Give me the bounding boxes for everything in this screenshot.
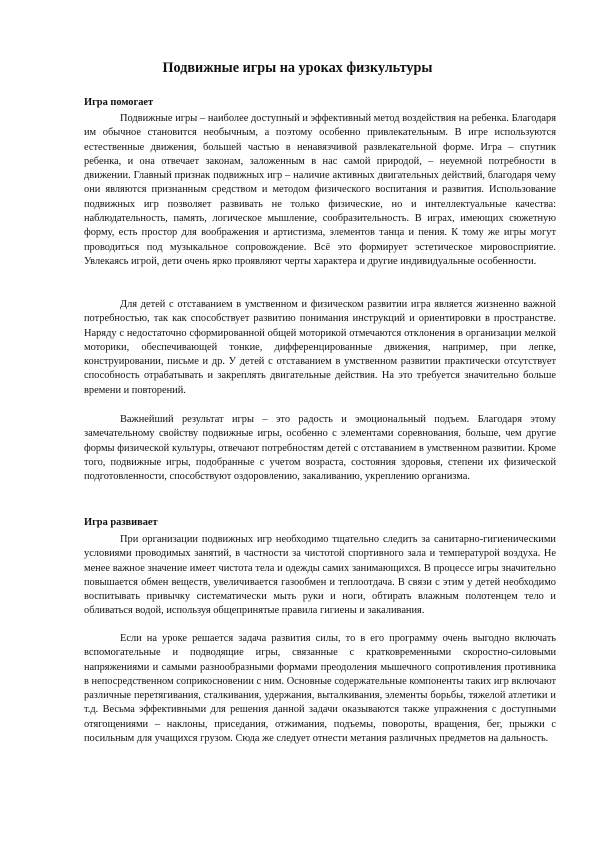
paragraph: При организации подвижных игр необходимо тщательно следить за санитарно-гигиеническими условиями проводимых занятий, в частности за чистотой спортивного зала и температурой воздуха. Не менее важное значение имеет чистота тела и одежды самих занимающихся. В процессе игры значительно повышается обмен веществ, увеличивается газообмен и теплоотдача. В связи с этим у детей необходимо воспитывать привычку систематически мыть руки и ноги, обтирать влажным полотенцем тело и обливаться водой, используя общепринятые правила гигиены и закаливания. [84,534,556,617]
section-heading: Игра развивает [84,517,158,528]
paragraph: Если на уроке решается задача развития силы, то в его программу очень выгодно включать вспомогательные и подводящие игры, связанные с кратковременными скоростно-силовыми напряжениями и самыми разнообразными формами преодоления мышечного сопротивления противника в непосредственном соприкосновении с ним. Основные содержательные компоненты таких игр включают различные перетягивания, сталкивания, удержания, выталкивания, элементы борьбы, тяжелой атлетики и т.д. Весьма эффективными для решения данной задачи оказываются также упражнения с доступными отягощениями – наклоны, приседания, отжимания, подъемы, повороты, вращения, бег, прыжки с посильным для учащихся грузом. Сюда же следует отнести метания различных предметов на дальность. [84,633,556,745]
paragraph: Для детей с отставанием в умственном и физическом развитии игра является жизненно важной потребностью, так как способствует развитию понимания инструкций и ориентировки в пространстве. Наряду с недостаточно сформированной общей моторикой отмечаются отклонения в организации мелкой моторики, обеспечивающей тонкие, дифференцированные движения, например, при лепке, конструировании, письме и др. У детей с отставанием в умственном развитии практически отсутствует способность отрабатывать и закреплять двигательные действия. На это требуется значительно больше времени и повторений. [84,299,556,396]
page-title: Подвижные игры на уроках физкультуры [162,60,433,76]
paragraph: Важнейший результат игры – это радость и эмоциональный подъем. Благодаря этому замечательному свойству подвижные игры, особенно с элементами соревнования, больше, чем другие формы физической культуры, отвечают потребностям детей с отставанием в умственном развитии. Кроме того, подвижные игры, подобранные с учетом возраста, состояния здоровья, степени их физической подготовленности, способствуют оздоровлению, закаливанию, укреплению организма. [84,414,556,483]
section-heading: Игра помогает [84,97,154,108]
paragraph: Подвижные игры – наиболее доступный и эффективный метод воздействия на ребенка. Благодаря им обычное становится необычным, а поэтому особенно привлекательным. В игре используются естественные движения, большей частью в ненавязчивой развлекательной форме. Игра – спутник ребенка, и она отвечает законам, заложенным в нас самой природой, – неуемной потребности в движении. Главный признак подвижных игр – наличие активных двигательных действий, благодаря чему они являются признанным средством и методом физического воспитания и развития. Использование подвижных игр позволяет развивать не только физические, но и интеллектуальные качества: наблюдательность, память, логическое мышление, сообразительность. В играх, имеющих сюжетную форму, есть простор для воображения и артистизма, элементов танца и пения. К тому же игры могут проводиться под музыкальное сопровождение. Всё это формирует эстетическое мировосприятие. Увлекаясь игрой, дети очень ярко проявляют черты характера и другие индивидуальные особенности. [84,113,556,267]
